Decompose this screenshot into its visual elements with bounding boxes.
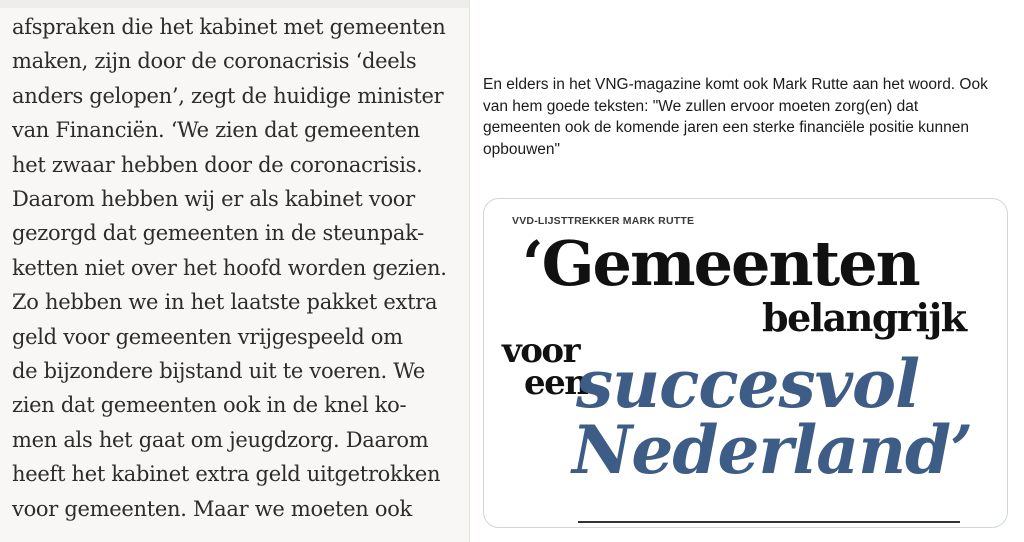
article-line: de bijzondere bijstand uit te voeren. We: [12, 359, 425, 384]
headline-line-5: succesvol: [576, 345, 920, 423]
headline-line-1: ‘Gemeenten: [522, 227, 919, 300]
card-kicker: VVD-LIJSTTREKKER MARK RUTTE: [512, 215, 695, 227]
article-line: ketten niet over het hoofd worden gezien.: [12, 255, 447, 280]
article-line: heeft het kabinet extra geld uitgetrokken: [12, 462, 441, 487]
article-line: men als het gaat om jeugdzorg. Daarom: [12, 427, 429, 452]
magazine-card[interactable]: [483, 198, 1008, 528]
article-text: [12, 10, 447, 526]
tweet-line: opbouwen": [483, 140, 561, 158]
card-divider: [578, 521, 960, 523]
headline-line-3: voor: [502, 331, 580, 371]
article-line: geld voor gemeenten vrijgespeeld om: [12, 324, 403, 349]
article-line: het zwaar hebben door de coronacrisis.: [12, 152, 423, 177]
tweet-line: van hem goede teksten: "We zullen ervoor moeten zorg(en) dat: [483, 97, 919, 115]
clipping-edge: [0, 0, 470, 8]
newspaper-clipping: [0, 0, 470, 542]
article-line: Daarom hebben wij er als kabinet voor: [12, 187, 415, 212]
article-line: voor gemeenten. Maar we moeten ook: [12, 496, 412, 521]
tweet-line: gemeenten ook de komende jaren een sterke financiële positie kunnen: [483, 119, 969, 136]
headline-line-4: een: [524, 363, 588, 403]
tweet-line: En elders in het VNG-magazine komt ook Mark Rutte aan het woord. Ook: [483, 76, 988, 93]
headline-line-6: Nederland’: [572, 411, 973, 489]
article-line: maken, zijn door de coronacrisis ‘deels: [12, 49, 417, 74]
article-line: afspraken die het kabinet met gemeenten: [12, 15, 446, 39]
article-line: zien dat gemeenten ook in de knel ko-: [12, 393, 407, 418]
article-line: anders gelopen’, zegt de huidige minister: [12, 83, 444, 108]
article-line: gezorgd dat gemeenten in de steunpak-: [12, 221, 424, 246]
article-line: van Financiën. ‘We zien dat gemeenten: [12, 118, 420, 143]
tweet-text: [483, 74, 1013, 160]
headline-line-2: belangrijk: [762, 295, 966, 340]
article-line: Zo hebben we in het laatste pakket extra: [12, 290, 438, 315]
